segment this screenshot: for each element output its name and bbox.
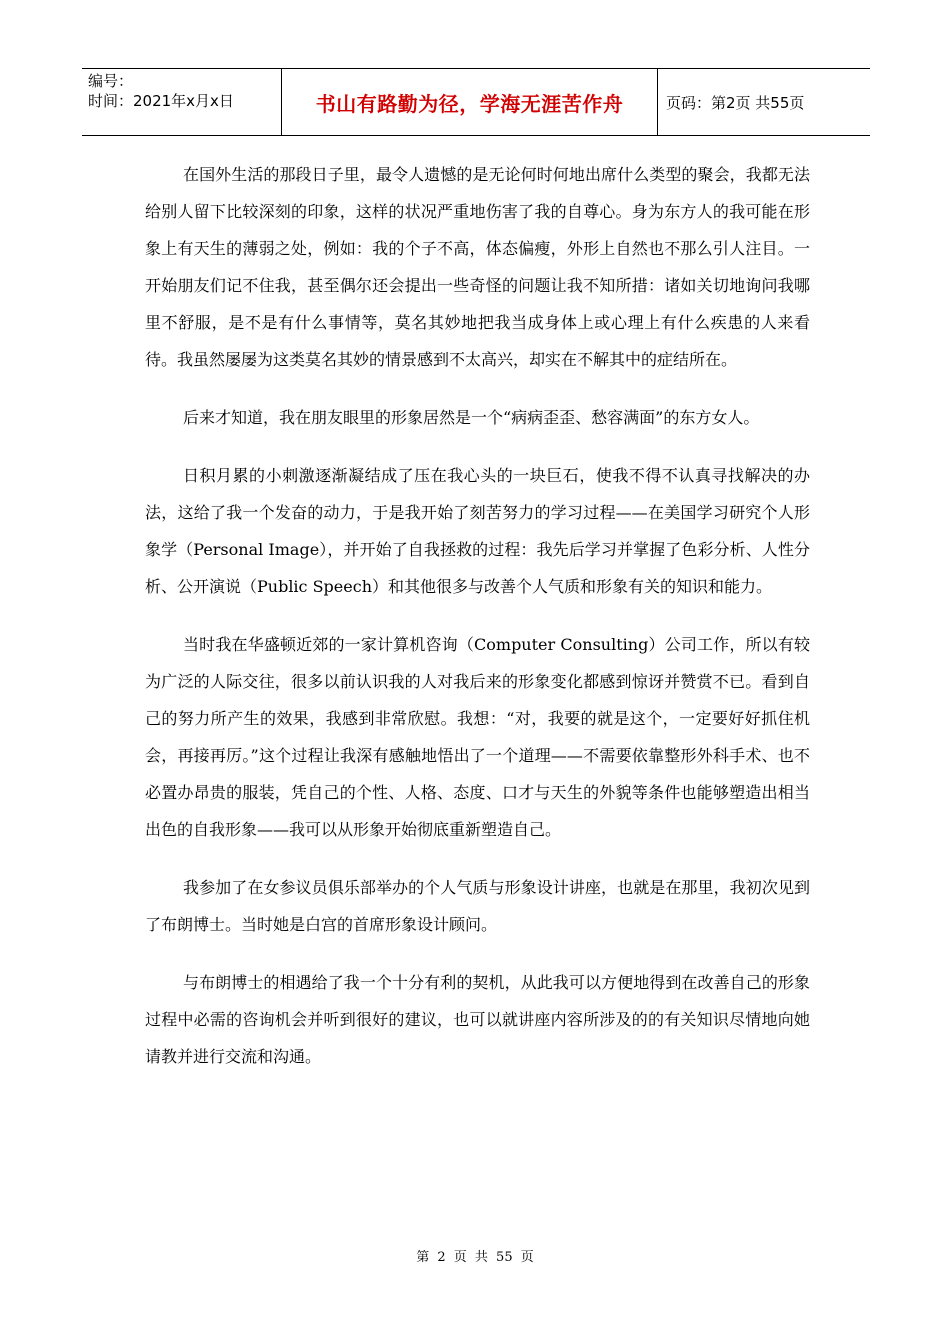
document-date-label: 时间：2021年x月x日 <box>88 92 234 110</box>
header-page-info: 页码：第2页 共55页 <box>666 93 805 112</box>
paragraph: 与布朗博士的相遇给了我一个十分有利的契机，从此我可以方便地得到在改善自己的形象过程中必需的咨询机会并听到很好的建议，也可以就讲座内容所涉及的的有关知识尽情地向她请教并进行交流和沟通。 <box>145 973 810 1066</box>
header-table <box>82 68 870 136</box>
header-motto: 书山有路勤为径，学海无涯苦作舟 <box>282 69 658 135</box>
paragraph: 日积月累的小刺激逐渐凝结成了压在我心头的一块巨石，使我不得不认真寻找解决的办法，这给了我一个发奋的动力，于是我开始了刻苦努力的学习过程——在美国学习研究个人形象学（Personal Image），并开始了自我拯救的过程：我先后学习并掌握了色彩分析、人性分析、公开演说（Public Speech）和其他很多与改善个人气质和形象有关的知识和能力。 <box>145 466 810 596</box>
paragraph: 在国外生活的那段日子里，最令人遗憾的是无论何时何地出席什么类型的聚会，我都无法给别人留下比较深刻的印象，这样的状况严重地伤害了我的自尊心。身为东方人的我可能在形象上有天生的薄弱之处，例如：我的个子不高，体态偏瘦，外形上自然也不那么引人注目。一开始朋友们记不住我，甚至偶尔还会提出一些奇怪的问题让我不知所措：诸如关切地询问我哪里不舒服，是不是有什么事情等，莫名其妙地把我当成身体上或心理上有什么疾患的人来看待。我虽然屡屡为这类莫名其妙的情景感到不太高兴，却实在不解其中的症结所在。 <box>145 165 810 369</box>
header-meta <box>82 69 282 135</box>
paragraph: 当时我在华盛顿近郊的一家计算机咨询（Computer Consulting）公司工作，所以有较为广泛的人际交往，很多以前认识我的人对我后来的形象变化都感到惊讶并赞赏不已。看到自己的努力所产生的效果，我感到非常欣慰。我想：“对，我要的就是这个，一定要好好抓住机会，再接再厉。”这个过程让我深有感触地悟出了一个道理——不需要依靠整形外科手术、也不必置办昂贵的服装，凭自己的个性、人格、态度、口才与天生的外貌等条件也能够塑造出相当出色的自我形象——我可以从形象开始彻底重新塑造自己。 <box>145 635 810 839</box>
paragraph: 我参加了在女参议员俱乐部举办的个人气质与形象设计讲座，也就是在那里，我初次见到了布朗博士。当时她是白宫的首席形象设计顾问。 <box>145 878 810 934</box>
paragraph: 后来才知道，我在朋友眼里的形象居然是一个“病病歪歪、愁容满面”的东方女人。 <box>183 408 760 427</box>
page-footer: 第 2 页 共 55 页 <box>416 1250 534 1265</box>
document-number-label: 编号： <box>88 72 134 90</box>
document-body <box>145 156 810 1096</box>
